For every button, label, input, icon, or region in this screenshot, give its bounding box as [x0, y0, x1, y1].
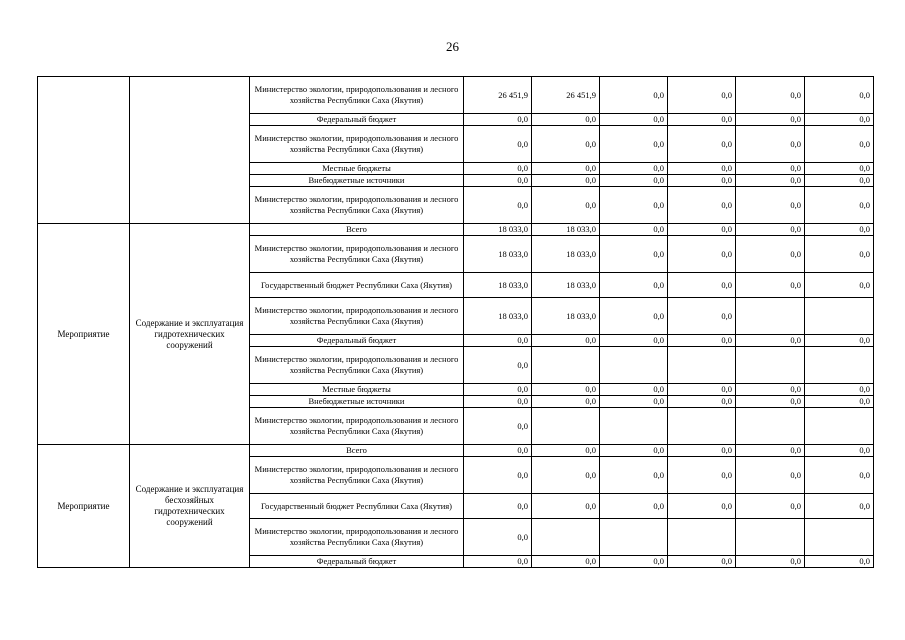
- amount-cell: 0,0: [805, 236, 874, 273]
- table-row: [38, 77, 874, 114]
- funding-source-cell: Всего: [250, 224, 464, 236]
- amount-cell: [668, 519, 736, 556]
- amount-cell: 0,0: [668, 187, 736, 224]
- amount-cell: 0,0: [600, 126, 668, 163]
- amount-cell: 26 451,9: [532, 77, 600, 114]
- funding-source-cell: Министерство экологии, природопользования и лесного хозяйства Республики Саха (Якутия): [250, 408, 464, 445]
- funding-source-cell: Внебюджетные источники: [250, 175, 464, 187]
- amount-cell: 0,0: [464, 187, 532, 224]
- amount-cell: 0,0: [600, 556, 668, 568]
- amount-cell: 0,0: [736, 77, 805, 114]
- amount-cell: [600, 347, 668, 384]
- amount-cell: 0,0: [600, 396, 668, 408]
- funding-source-cell: Министерство экологии, природопользования и лесного хозяйства Республики Саха (Якутия): [250, 298, 464, 335]
- amount-cell: [736, 347, 805, 384]
- amount-cell: 0,0: [668, 335, 736, 347]
- amount-cell: 0,0: [600, 175, 668, 187]
- amount-cell: 0,0: [805, 114, 874, 126]
- amount-cell: [805, 519, 874, 556]
- amount-cell: 0,0: [464, 408, 532, 445]
- amount-cell: 0,0: [805, 396, 874, 408]
- funding-source-cell: Министерство экологии, природопользования и лесного хозяйства Республики Саха (Якутия): [250, 519, 464, 556]
- amount-cell: [600, 519, 668, 556]
- amount-cell: 0,0: [600, 114, 668, 126]
- amount-cell: 0,0: [600, 224, 668, 236]
- amount-cell: [532, 347, 600, 384]
- amount-cell: 0,0: [532, 175, 600, 187]
- amount-cell: 0,0: [600, 335, 668, 347]
- activity-title-cell: [130, 77, 250, 224]
- amount-cell: 0,0: [600, 236, 668, 273]
- amount-cell: 0,0: [805, 224, 874, 236]
- amount-cell: 0,0: [805, 77, 874, 114]
- amount-cell: 0,0: [532, 163, 600, 175]
- amount-cell: 0,0: [464, 556, 532, 568]
- amount-cell: 0,0: [600, 494, 668, 519]
- amount-cell: 0,0: [464, 519, 532, 556]
- funding-source-cell: Местные бюджеты: [250, 163, 464, 175]
- amount-cell: 0,0: [668, 457, 736, 494]
- amount-cell: 0,0: [464, 396, 532, 408]
- amount-cell: 0,0: [736, 556, 805, 568]
- budget-table: [37, 76, 874, 568]
- funding-source-cell: Министерство экологии, природопользования и лесного хозяйства Республики Саха (Якутия): [250, 457, 464, 494]
- amount-cell: 0,0: [600, 163, 668, 175]
- amount-cell: 0,0: [532, 384, 600, 396]
- amount-cell: 0,0: [668, 77, 736, 114]
- funding-source-cell: Министерство экологии, природопользования и лесного хозяйства Республики Саха (Якутия): [250, 236, 464, 273]
- amount-cell: [532, 519, 600, 556]
- amount-cell: 0,0: [736, 163, 805, 175]
- activity-kind-cell: Мероприятие: [38, 445, 130, 568]
- amount-cell: 0,0: [736, 335, 805, 347]
- amount-cell: 0,0: [600, 298, 668, 335]
- amount-cell: 0,0: [736, 457, 805, 494]
- funding-source-cell: Министерство экологии, природопользования и лесного хозяйства Республики Саха (Якутия): [250, 126, 464, 163]
- amount-cell: 0,0: [600, 187, 668, 224]
- amount-cell: 0,0: [805, 273, 874, 298]
- amount-cell: 0,0: [668, 298, 736, 335]
- funding-source-cell: Местные бюджеты: [250, 384, 464, 396]
- amount-cell: 0,0: [464, 384, 532, 396]
- funding-source-cell: Министерство экологии, природопользования и лесного хозяйства Республики Саха (Якутия): [250, 187, 464, 224]
- funding-source-cell: Государственный бюджет Республики Саха (Якутия): [250, 494, 464, 519]
- amount-cell: 0,0: [532, 556, 600, 568]
- amount-cell: 0,0: [668, 445, 736, 457]
- amount-cell: 0,0: [805, 187, 874, 224]
- funding-source-cell: Внебюджетные источники: [250, 396, 464, 408]
- amount-cell: [805, 347, 874, 384]
- amount-cell: 0,0: [805, 445, 874, 457]
- amount-cell: [532, 408, 600, 445]
- amount-cell: 0,0: [736, 396, 805, 408]
- amount-cell: 0,0: [532, 445, 600, 457]
- amount-cell: [600, 408, 668, 445]
- amount-cell: 0,0: [805, 163, 874, 175]
- amount-cell: [805, 408, 874, 445]
- amount-cell: 0,0: [600, 77, 668, 114]
- funding-source-cell: Министерство экологии, природопользования и лесного хозяйства Республики Саха (Якутия): [250, 77, 464, 114]
- amount-cell: 0,0: [532, 335, 600, 347]
- amount-cell: 0,0: [600, 384, 668, 396]
- budget-table-body: [38, 77, 874, 568]
- amount-cell: 0,0: [668, 126, 736, 163]
- amount-cell: 0,0: [532, 114, 600, 126]
- amount-cell: 0,0: [805, 556, 874, 568]
- amount-cell: 0,0: [668, 163, 736, 175]
- amount-cell: 0,0: [805, 175, 874, 187]
- amount-cell: 0,0: [668, 114, 736, 126]
- activity-kind-cell: [38, 77, 130, 224]
- amount-cell: 0,0: [532, 396, 600, 408]
- amount-cell: 18 033,0: [464, 236, 532, 273]
- amount-cell: 0,0: [736, 384, 805, 396]
- activity-kind-cell: Мероприятие: [38, 224, 130, 445]
- amount-cell: 0,0: [736, 236, 805, 273]
- page-number: 26: [446, 39, 459, 54]
- funding-source-cell: Государственный бюджет Республики Саха (Якутия): [250, 273, 464, 298]
- amount-cell: 0,0: [464, 175, 532, 187]
- funding-source-cell: Федеральный бюджет: [250, 335, 464, 347]
- amount-cell: 0,0: [464, 126, 532, 163]
- amount-cell: 0,0: [668, 273, 736, 298]
- amount-cell: 0,0: [532, 494, 600, 519]
- amount-cell: 18 033,0: [532, 236, 600, 273]
- amount-cell: 0,0: [668, 224, 736, 236]
- amount-cell: 0,0: [736, 224, 805, 236]
- amount-cell: 0,0: [532, 126, 600, 163]
- amount-cell: 18 033,0: [532, 298, 600, 335]
- amount-cell: [736, 519, 805, 556]
- amount-cell: 0,0: [736, 187, 805, 224]
- amount-cell: 18 033,0: [532, 224, 600, 236]
- amount-cell: [668, 347, 736, 384]
- amount-cell: [736, 408, 805, 445]
- amount-cell: 0,0: [532, 457, 600, 494]
- amount-cell: 0,0: [668, 384, 736, 396]
- amount-cell: 0,0: [600, 457, 668, 494]
- amount-cell: 0,0: [464, 445, 532, 457]
- amount-cell: 0,0: [805, 457, 874, 494]
- amount-cell: 0,0: [736, 494, 805, 519]
- amount-cell: 18 033,0: [464, 273, 532, 298]
- amount-cell: 0,0: [464, 457, 532, 494]
- amount-cell: 18 033,0: [464, 224, 532, 236]
- amount-cell: 0,0: [668, 236, 736, 273]
- funding-source-cell: Федеральный бюджет: [250, 556, 464, 568]
- amount-cell: 0,0: [600, 273, 668, 298]
- amount-cell: 0,0: [736, 126, 805, 163]
- amount-cell: 0,0: [805, 126, 874, 163]
- amount-cell: 0,0: [668, 556, 736, 568]
- activity-title-cell: Содержание и эксплуатация гидротехнических сооружений: [130, 224, 250, 445]
- amount-cell: [736, 298, 805, 335]
- amount-cell: 0,0: [464, 347, 532, 384]
- amount-cell: 26 451,9: [464, 77, 532, 114]
- amount-cell: 0,0: [668, 175, 736, 187]
- amount-cell: 0,0: [805, 384, 874, 396]
- amount-cell: [668, 408, 736, 445]
- amount-cell: 0,0: [805, 494, 874, 519]
- amount-cell: 0,0: [532, 187, 600, 224]
- amount-cell: 18 033,0: [532, 273, 600, 298]
- amount-cell: 0,0: [464, 163, 532, 175]
- amount-cell: 0,0: [736, 273, 805, 298]
- amount-cell: [805, 298, 874, 335]
- funding-source-cell: Федеральный бюджет: [250, 114, 464, 126]
- amount-cell: 0,0: [736, 445, 805, 457]
- amount-cell: 0,0: [805, 335, 874, 347]
- funding-source-cell: Министерство экологии, природопользования и лесного хозяйства Республики Саха (Якутия): [250, 347, 464, 384]
- table-row: [38, 224, 874, 236]
- activity-title-cell: Содержание и эксплуатация бесхозяйных гидротехнических сооружений: [130, 445, 250, 568]
- amount-cell: 0,0: [464, 494, 532, 519]
- amount-cell: 0,0: [464, 335, 532, 347]
- amount-cell: 0,0: [600, 445, 668, 457]
- amount-cell: 18 033,0: [464, 298, 532, 335]
- funding-source-cell: Всего: [250, 445, 464, 457]
- table-row: [38, 445, 874, 457]
- amount-cell: 0,0: [736, 114, 805, 126]
- amount-cell: 0,0: [464, 114, 532, 126]
- amount-cell: 0,0: [668, 494, 736, 519]
- amount-cell: 0,0: [736, 175, 805, 187]
- amount-cell: 0,0: [668, 396, 736, 408]
